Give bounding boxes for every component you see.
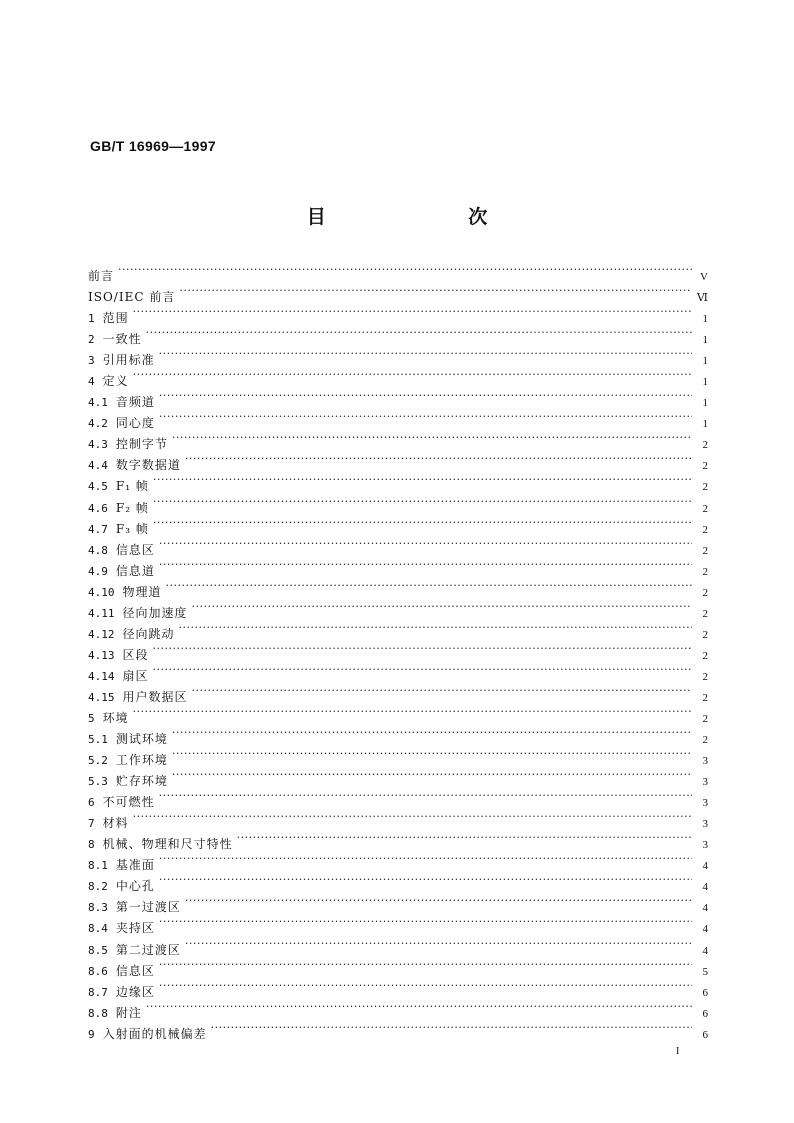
- toc-entry-number: 4.6: [88, 501, 108, 515]
- toc-entry-number: 4.15: [88, 690, 115, 704]
- toc-entry-title: 材料: [102, 816, 129, 831]
- toc-entry-page: 2: [702, 586, 708, 599]
- toc-entry[interactable]: [88, 575, 708, 599]
- toc-leader-dots: [153, 512, 692, 533]
- toc-entry-page: 3: [702, 755, 708, 768]
- toc-entry-number: 4.10: [88, 585, 115, 599]
- toc-entry-number: 8.7: [88, 985, 108, 999]
- toc-entry[interactable]: [88, 848, 708, 873]
- toc-entry-page: 2: [702, 481, 708, 494]
- table-of-contents: [88, 259, 708, 1041]
- toc-entry-page: 1: [702, 376, 708, 389]
- toc-leader-dots: [159, 975, 692, 996]
- toc-entry-number: 8.8: [88, 1006, 108, 1020]
- standard-code: GB/T 16969—1997: [90, 138, 216, 154]
- toc-entry-number: 3: [88, 354, 95, 368]
- toc-entry-title: 扇区: [122, 668, 149, 683]
- toc-entry-number: 4.3: [88, 438, 108, 452]
- toc-leader-dots: [159, 869, 692, 890]
- toc-entry-title: 测试环境: [115, 732, 168, 747]
- toc-entry-page: 5: [702, 965, 708, 978]
- toc-entry-number: 8.5: [88, 943, 108, 957]
- toc-entry[interactable]: [88, 954, 708, 978]
- toc-entry-page: 2: [702, 523, 708, 536]
- toc-entry-page: 4: [702, 902, 708, 915]
- toc-leader-dots: [172, 427, 692, 448]
- toc-entry[interactable]: [88, 280, 708, 305]
- toc-entry[interactable]: [88, 764, 708, 789]
- toc-entry-page: 2: [702, 439, 708, 452]
- toc-entry[interactable]: [88, 933, 708, 957]
- toc-entry[interactable]: [88, 385, 708, 410]
- toc-entry-page: 2: [702, 691, 708, 704]
- toc-entry-title: 定义: [102, 374, 129, 389]
- toc-entry[interactable]: [88, 785, 708, 810]
- toc-leader-dots: [179, 617, 692, 638]
- toc-leader-dots: [159, 406, 692, 427]
- toc-entry-title: F₃ 帧: [115, 521, 149, 536]
- toc-entry-page: Ⅵ: [696, 292, 708, 305]
- toc-entry-title: 信息道: [115, 563, 155, 578]
- toc-leader-dots: [159, 785, 692, 806]
- toc-entry-number: 4.2: [88, 417, 108, 431]
- toc-entry-number: 4: [88, 375, 95, 389]
- toc-entry-title: 夹持区: [115, 921, 155, 936]
- toc-entry-page: 4: [702, 881, 708, 894]
- toc-entry-number: 4.13: [88, 648, 115, 662]
- toc-leader-dots: [153, 638, 692, 659]
- toc-entry-page: 3: [702, 797, 708, 810]
- toc-entry[interactable]: [88, 827, 708, 852]
- toc-leader-dots: [133, 301, 692, 322]
- toc-entry-number: 1: [88, 312, 95, 326]
- toc-leader-dots: [159, 533, 692, 554]
- toc-entry-title: 贮存环境: [115, 774, 168, 789]
- toc-entry[interactable]: [88, 322, 708, 347]
- toc-entry[interactable]: [88, 259, 708, 283]
- toc-entry-number: 4.12: [88, 627, 115, 641]
- toc-entry[interactable]: [88, 659, 708, 683]
- toc-entry-number: 8.3: [88, 901, 108, 915]
- toc-entry-page: 1: [702, 334, 708, 347]
- toc-entry-number: 8.4: [88, 922, 108, 936]
- toc-leader-dots: [192, 680, 692, 701]
- toc-leader-dots: [159, 343, 692, 364]
- toc-entry-page: 1: [702, 355, 708, 368]
- toc-entry-number: 5.1: [88, 733, 108, 747]
- toc-leader-dots: [211, 1017, 692, 1038]
- toc-entry[interactable]: [88, 617, 708, 641]
- toc-leader-dots: [185, 933, 692, 954]
- toc-entry-title: ISO/IEC 前言: [88, 290, 176, 305]
- toc-entry-page: 2: [702, 565, 708, 578]
- toc-entry[interactable]: [88, 975, 708, 999]
- toc-entry-title: 环境: [102, 710, 129, 725]
- toc-leader-dots: [179, 280, 692, 301]
- toc-entry-page: 4: [702, 923, 708, 936]
- toc-entry-page: 4: [702, 860, 708, 873]
- toc-entry-page: 2: [702, 628, 708, 641]
- toc-entry-page: V: [700, 271, 708, 283]
- toc-entry[interactable]: [88, 996, 708, 1020]
- toc-entry-title: 机械、物理和尺寸特性: [102, 837, 233, 852]
- toc-entry-title: 信息区: [115, 963, 155, 978]
- toc-entry-page: 3: [702, 776, 708, 789]
- toc-entry-title: 控制字节: [115, 437, 168, 452]
- toc-leader-dots: [159, 954, 692, 975]
- toc-leader-dots: [159, 848, 692, 869]
- toc-leader-dots: [192, 596, 692, 617]
- toc-entry[interactable]: [88, 1017, 708, 1041]
- toc-entry[interactable]: [88, 406, 708, 431]
- toc-leader-dots: [237, 827, 692, 848]
- toc-entry-title: 用户数据区: [122, 689, 188, 704]
- toc-entry-page: 3: [702, 818, 708, 831]
- toc-entry-number: 5.3: [88, 775, 108, 789]
- toc-entry-page: 2: [702, 712, 708, 725]
- toc-entry-title: 不可燃性: [102, 795, 155, 810]
- toc-entry-page: 4: [702, 944, 708, 957]
- page-number: I: [676, 1046, 680, 1057]
- toc-entry[interactable]: [88, 512, 708, 536]
- toc-entry-title: 中心孔: [115, 879, 155, 894]
- toc-entry-page: 3: [702, 839, 708, 852]
- toc-entry-number: 8.2: [88, 880, 108, 894]
- toc-entry-title: F₁ 帧: [115, 479, 149, 494]
- toc-entry-number: 6: [88, 796, 95, 810]
- toc-entry[interactable]: [88, 806, 708, 831]
- toc-leader-dots: [133, 364, 692, 385]
- toc-entry-title: 一致性: [102, 332, 142, 347]
- toc-entry-number: 5.2: [88, 754, 108, 768]
- toc-entry[interactable]: [88, 701, 708, 725]
- toc-entry-page: 2: [702, 460, 708, 473]
- toc-entry[interactable]: [88, 301, 708, 326]
- toc-entry[interactable]: [88, 722, 708, 747]
- toc-entry-title: 附注: [115, 1005, 142, 1020]
- toc-leader-dots: [133, 701, 692, 722]
- toc-entry[interactable]: [88, 533, 708, 557]
- toc-entry-title: 范围: [102, 311, 129, 326]
- toc-leader-dots: [153, 659, 692, 680]
- toc-leader-dots: [146, 996, 692, 1017]
- toc-leader-dots: [133, 806, 692, 827]
- toc-entry[interactable]: [88, 680, 708, 704]
- toc-entry-number: 4.8: [88, 543, 108, 557]
- toc-entry-page: 1: [702, 397, 708, 410]
- toc-entry-title: 物理道: [122, 584, 162, 599]
- toc-entry-page: 2: [702, 670, 708, 683]
- toc-entry-page: 2: [702, 502, 708, 515]
- toc-entry-page: 2: [702, 544, 708, 557]
- toc-leader-dots: [159, 385, 692, 406]
- toc-entry[interactable]: [88, 491, 708, 515]
- toc-entry-number: 4.11: [88, 606, 115, 620]
- toc-entry-title: 入射面的机械偏差: [102, 1026, 207, 1041]
- toc-leader-dots: [118, 259, 692, 280]
- toc-entry[interactable]: [88, 427, 708, 452]
- toc-entry[interactable]: [88, 448, 708, 473]
- toc-entry[interactable]: [88, 469, 708, 494]
- toc-entry-title: 第一过渡区: [115, 900, 181, 915]
- toc-entry-title: 第二过渡区: [115, 942, 181, 957]
- toc-entry[interactable]: [88, 911, 708, 936]
- toc-leader-dots: [185, 448, 692, 469]
- toc-entry-title: 引用标准: [102, 353, 155, 368]
- toc-leader-dots: [159, 554, 692, 575]
- toc-leader-dots: [172, 743, 692, 764]
- toc-entry-title: F₂ 帧: [115, 500, 149, 515]
- toc-entry-number: 7: [88, 817, 95, 831]
- page-title: 目 次: [306, 206, 556, 228]
- toc-leader-dots: [153, 469, 692, 490]
- toc-entry-number: 5: [88, 711, 95, 725]
- toc-leader-dots: [153, 491, 692, 512]
- toc-entry-number: 4.1: [88, 396, 108, 410]
- toc-entry-number: 4.7: [88, 522, 108, 536]
- toc-entry-page: 2: [702, 734, 708, 747]
- toc-entry-title: 数字数据道: [115, 458, 181, 473]
- toc-leader-dots: [146, 322, 692, 343]
- toc-entry[interactable]: [88, 638, 708, 662]
- toc-leader-dots: [172, 722, 692, 743]
- toc-entry[interactable]: [88, 869, 708, 894]
- toc-entry[interactable]: [88, 343, 708, 368]
- toc-entry-title: 区段: [122, 647, 149, 662]
- toc-entry-title: 工作环境: [115, 753, 168, 768]
- toc-entry-number: 2: [88, 333, 95, 347]
- toc-entry[interactable]: [88, 743, 708, 768]
- toc-entry-title: 边缘区: [115, 984, 155, 999]
- toc-entry-number: 4.4: [88, 459, 108, 473]
- toc-leader-dots: [166, 575, 692, 596]
- toc-leader-dots: [185, 890, 692, 911]
- toc-entry-number: 8.1: [88, 859, 108, 873]
- toc-entry-page: 6: [702, 1007, 708, 1020]
- toc-leader-dots: [159, 911, 692, 932]
- toc-entry-page: 2: [702, 607, 708, 620]
- toc-entry-title: 径向跳动: [122, 626, 175, 641]
- toc-entry-number: 8: [88, 838, 95, 852]
- toc-entry-title: 前言: [88, 269, 115, 283]
- toc-leader-dots: [172, 764, 692, 785]
- toc-entry[interactable]: [88, 596, 708, 620]
- toc-entry-title: 基准面: [115, 858, 155, 873]
- toc-entry-page: 6: [702, 986, 708, 999]
- toc-entry-number: 4.5: [88, 480, 108, 494]
- toc-entry[interactable]: [88, 890, 708, 915]
- toc-entry-number: 8.6: [88, 964, 108, 978]
- toc-entry-title: 径向加速度: [122, 605, 188, 620]
- toc-entry-title: 同心度: [115, 416, 155, 431]
- toc-entry-number: 4.14: [88, 669, 115, 683]
- toc-entry-page: 1: [702, 313, 708, 326]
- toc-entry-number: 9: [88, 1027, 95, 1041]
- toc-entry[interactable]: [88, 554, 708, 578]
- toc-entry[interactable]: [88, 364, 708, 389]
- toc-entry-title: 音频道: [115, 395, 155, 410]
- toc-entry-title: 信息区: [115, 542, 155, 557]
- toc-entry-page: 1: [702, 418, 708, 431]
- toc-entry-number: 4.9: [88, 564, 108, 578]
- toc-entry-page: 2: [702, 649, 708, 662]
- toc-entry-page: 6: [702, 1028, 708, 1041]
